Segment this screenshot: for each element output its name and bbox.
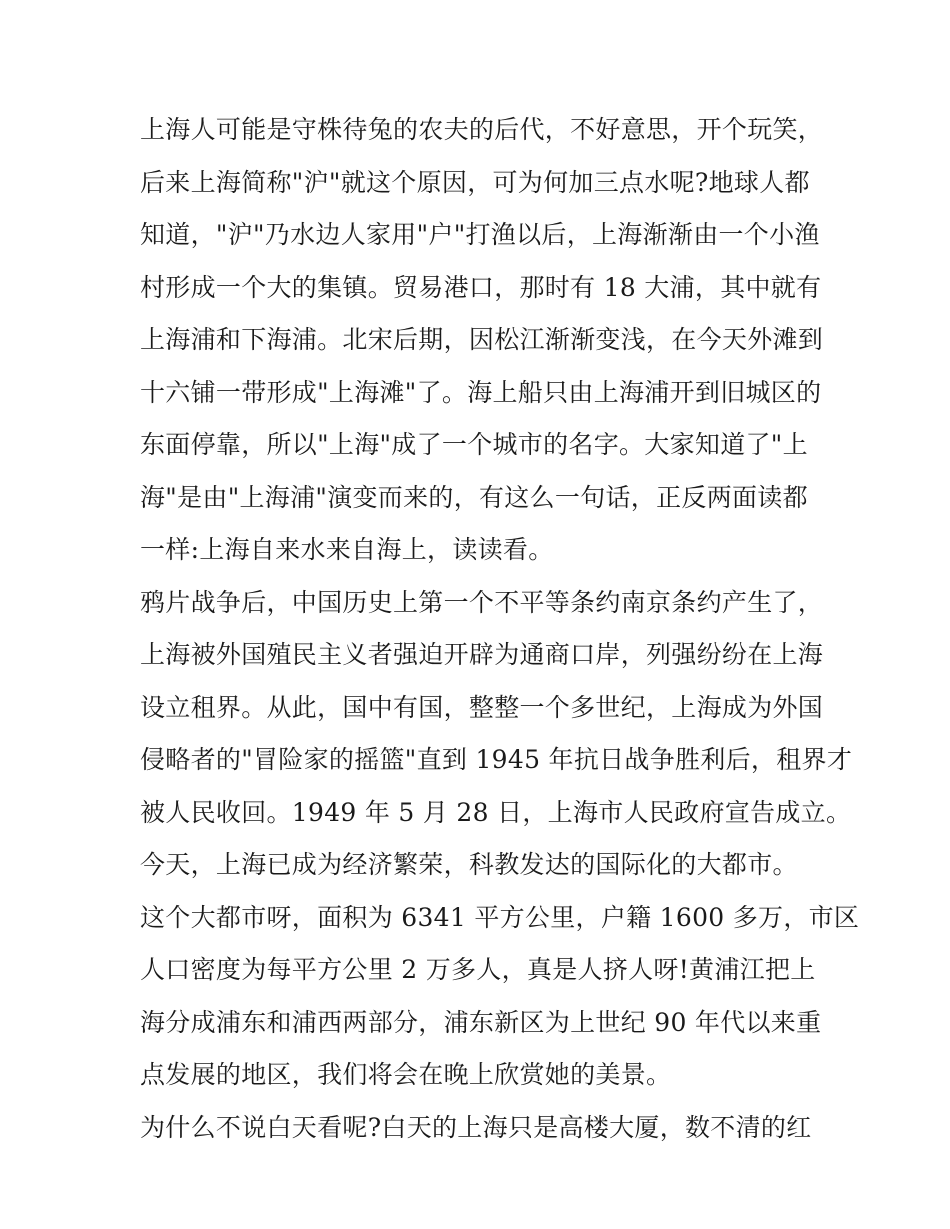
- text-line: 海"是由"上海浦"演变而来的，有这么一句话，正反两面读都: [140, 482, 808, 512]
- text-line: 这个大都市呀，面积为 6341 平方公里，户籍 1600 多万，市区: [140, 902, 860, 932]
- text-line: 设立租界。从此，国中有国，整整一个多世纪，上海成为外国: [140, 692, 824, 722]
- text-line: 鸦片战争后，中国历史上第一个不平等条约南京条约产生了，: [140, 587, 824, 617]
- body-text: [140, 104, 860, 1154]
- text-line: 一样:上海自来水来自海上，读读看。: [140, 535, 554, 564]
- text-line: 后来上海简称"沪"就这个原因，可为何加三点水呢?地球人都: [140, 167, 810, 197]
- text-line: 人口密度为每平方公里 2 万多人，真是人挤人呀!黄浦江把上: [140, 955, 816, 984]
- text-line: 点发展的地区，我们将会在晚上欣赏她的美景。: [140, 1060, 672, 1089]
- text-line: 侵略者的"冒险家的摇篮"直到 1945 年抗日战争胜利后，租界才: [140, 745, 853, 774]
- text-line: 为什么不说白天看呢?白天的上海只是高楼大厦，数不清的红: [140, 1112, 812, 1142]
- text-line: 上海浦和下海浦。北宋后期，因松江渐渐变浅，在今天外滩到: [140, 325, 824, 354]
- text-line: 今天，上海已成为经济繁荣，科教发达的国际化的大都市。: [140, 850, 798, 879]
- text-line: 东面停靠，所以"上海"成了一个城市的名字。大家知道了"上: [140, 430, 808, 459]
- text-line: 村形成一个大的集镇。贸易港口，那时有 18 大浦，其中就有: [140, 272, 822, 302]
- text-line: 上海被外国殖民主义者强迫开辟为通商口岸，列强纷纷在上海: [140, 640, 824, 669]
- text-line: 被人民收回。1949 年 5 月 28 日，上海市人民政府宣告成立。: [140, 797, 852, 827]
- text-line: 上海人可能是守株待兔的农夫的后代，不好意思，开个玩笑，: [140, 115, 824, 144]
- text-line: 海分成浦东和浦西两部分，浦东新区为上世纪 90 年代以来重: [140, 1007, 822, 1037]
- text-line: 知道，"沪"乃水边人家用"户"打渔以后，上海渐渐由一个小渔: [140, 220, 820, 249]
- text-line: 十六铺一带形成"上海滩"了。海上船只由上海浦开到旧城区的: [140, 377, 822, 407]
